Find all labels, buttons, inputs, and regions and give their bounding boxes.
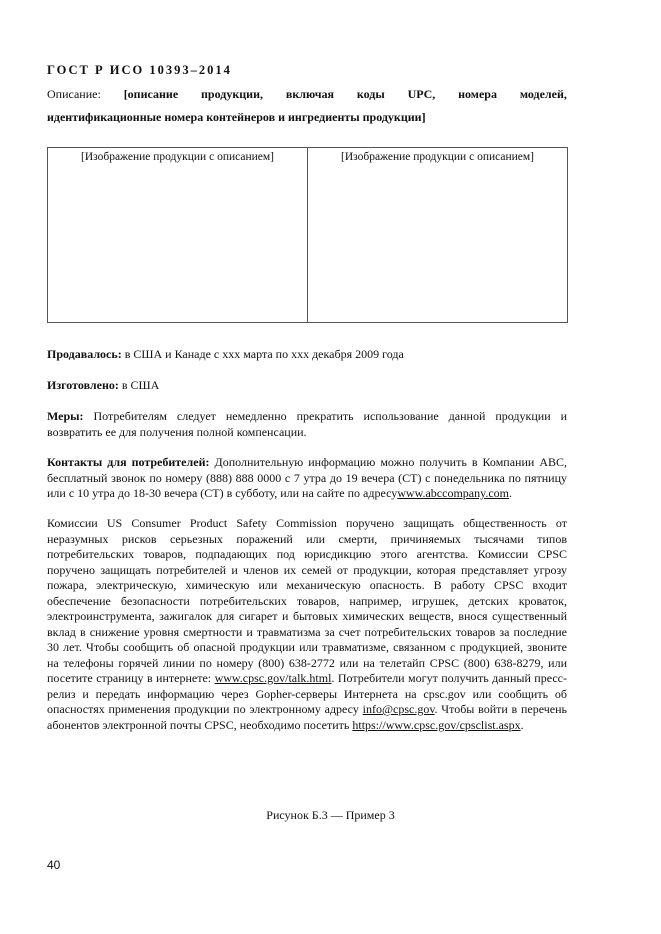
made-label: Изготовлено: xyxy=(47,378,119,392)
abc-company-link[interactable]: www.abccompany.com xyxy=(397,486,509,500)
contacts-paragraph xyxy=(47,455,567,502)
description-word: продукции, xyxy=(201,87,263,101)
measures-label: Меры: xyxy=(47,409,84,423)
description-label: Описание: xyxy=(47,87,101,101)
sold-text: в США и Канаде с xxx марта по xxx декабря 2009 года xyxy=(121,347,404,361)
cpsc-text-4: . xyxy=(520,717,524,732)
product-image-table xyxy=(47,147,568,323)
description-word: UPC, xyxy=(407,87,436,101)
contacts-label: Контакты для потребителей: xyxy=(47,455,210,469)
made-paragraph xyxy=(47,378,567,394)
description-line-2: идентификационные номера контейнеров и ингредиенты продукции] xyxy=(47,110,426,124)
description-word: моделей, xyxy=(519,87,567,101)
sold-paragraph xyxy=(47,347,567,363)
cpsc-text-1: Комиссии US Consumer Product Safety Commission поручено защищать общественность от неразумных рисков серьезных поражений или смерти, причиняемых тысячами типов потребительских товаров, подпадающих под юрисдикцию этого агентства. Комиссии CPSC поручено защищать потребителей и членов их семей от продукции, которая представляет угрозу пожара, электрическую, химическую или механическую опасность. В работу CPSC входит обеспечение безопасности потребительских товаров, например, игрушек, детских кроваток, электроинструмента, зажигалок для сигарет и бытовых химических веществ, внося существенный вклад в снижение уровня смертности и травматизма за счет потребительских товаров за последние 30 лет. Чтобы сообщить об опасной продукции или травматизме, связанном с продукцией, звоните на телефоны горячей линии по номеру (800) 638-2772 или на телетайп CPSC (800) 638-8279, или посетите страницу в интернете: xyxy=(47,516,567,685)
description-word: коды xyxy=(356,87,385,101)
description-word: включая xyxy=(285,87,334,101)
description-word: номера xyxy=(458,87,497,101)
cpsc-talk-link[interactable]: www.cpsc.gov/talk.html xyxy=(214,671,332,685)
product-image-cell: [Изображение продукции с описанием] xyxy=(307,148,567,322)
cpsc-email-link[interactable]: info@cpsc.gov xyxy=(362,702,435,716)
sold-label: Продавалось: xyxy=(47,347,122,361)
measures-text: Потребителям следует немедленно прекратить использование данной продукции и возвратить ее для получения полной компенсации. xyxy=(47,409,567,439)
cpsc-text-2: . Потребители могут получить данный пресс-релиз и передать информацию через Gopher-серверы Интернета на cpsc.gov или сообщить об опасностях применения продукции по электронному адресу xyxy=(47,671,568,716)
description-line-1 xyxy=(47,87,567,102)
product-image-cell: [Изображение продукции с описанием] xyxy=(80,151,274,163)
page-number: 40 xyxy=(47,858,61,872)
cpsc-list-link[interactable]: https://www.cpsc.gov/cpsclist.aspx xyxy=(352,717,521,732)
made-text: в США xyxy=(118,378,160,392)
cpsc-paragraph xyxy=(47,516,567,733)
standard-header: ГОСТ Р ИСО 10393–2014 xyxy=(47,63,232,77)
figure-caption: Рисунок Б.3 — Пример 3 xyxy=(266,808,395,822)
description-word: [описание xyxy=(123,87,179,101)
cpsc-text-3: . Чтобы войти в перечень абонентов электронной почты CPSC, необходимо посетить xyxy=(47,702,568,732)
measures-paragraph xyxy=(47,409,567,440)
contacts-end: . xyxy=(509,486,512,500)
contacts-text: Дополнительную информацию можно получить в Компании ABC, бесплатный звонок по номеру (888) 888 0000 с 7 утра до 19 вечера (CT) с понедельника по пятницу или с 10 утра до 18-30 вечера (CT) в субботу, или на сайте по адресу xyxy=(47,455,567,500)
